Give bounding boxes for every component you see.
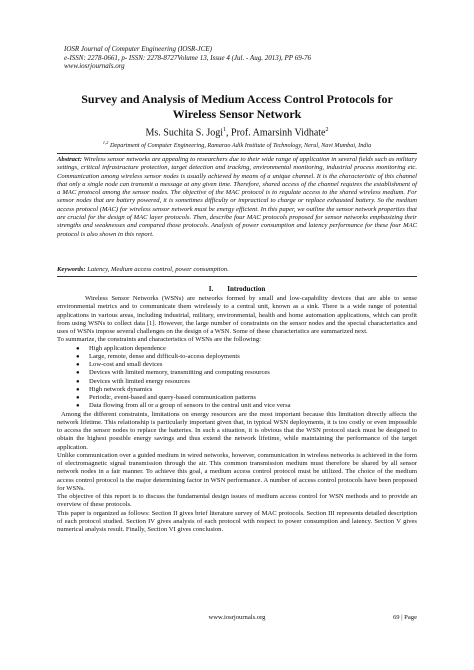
intro-paragraph-5: The objective of this report is to discuss the fundamental design issues of medium access control for WSN methods and to provide an overview of these protocols. [57, 493, 417, 509]
affiliation-text: Department of Computer Engineering, Ramarao Adik Institute of Technology, Nerul, Navi Mumbai, India [108, 142, 372, 150]
intro-paragraph-6: This paper is organized as follows: Section II gives brief literature survey of MAC protocols. Section III represents detailed description of each protocol studied. Section IV gives analysis of each protocol with respect to power consumption and latency. Section V gives numerical analysis result. Finally, Section VI gives conclusion. [57, 509, 417, 533]
affiliation-marker: 1,2 [102, 140, 109, 145]
page-number: 69 | Page [392, 614, 417, 621]
abstract-bottom-rule [57, 276, 417, 277]
footer-url[interactable]: www.iosrjournals.org [208, 614, 266, 621]
section-body [57, 295, 417, 534]
journal-name: IOSR Journal of Computer Engineering (IOSR-JCE) [64, 45, 212, 53]
abstract-top-rule [57, 153, 417, 154]
journal-issn: e-ISSN: 2278-0661, p- ISSN: 2278-8727Volume 13, Issue 4 (Jul. - Aug. 2013), PP 69-76 [64, 53, 312, 62]
list-item [57, 345, 417, 353]
affiliation [40, 139, 434, 150]
paper-title-line-2: Wireless Sensor Network [172, 107, 302, 121]
list-item-text: Periodic, event-based and query-based communication patterns [89, 394, 256, 401]
author-separator: , Prof. Amarsinh Vidhate [226, 127, 326, 139]
author-1: Ms. Suchita S. Jogi [145, 127, 224, 139]
intro-paragraph-4: Unlike communication over a guided medium in wired networks, however, communication in wireless networks is achieved in the form of electromagnetic signal transmission through the air. This common transmission medium must therefore be shared by all sensor network nodes in a fair manner. To achieve this goal, a medium access control protocol must be utilized. The choice of the medium access control protocol is the major determining factor in WSN performance. A number of access control protocols have been proposed for WSNs. [57, 451, 417, 492]
list-item-text: Devices with limited energy resources [89, 377, 190, 385]
list-item-text: Large, remote, dense and difficult-to-access deployments [89, 352, 240, 360]
author-1-marker: 1 [223, 127, 227, 133]
list-item [57, 378, 417, 386]
list-item-text: Devices with limited memory, transmitting and computing resources [89, 369, 270, 377]
list-item [57, 369, 417, 377]
list-item-text: High network dynamics [89, 385, 153, 393]
list-item-text: High application dependence [89, 344, 166, 352]
list-item [57, 394, 417, 402]
list-item [57, 402, 417, 410]
bullet-icon: ● [76, 386, 80, 393]
bullet-icon: ● [76, 345, 80, 352]
intro-paragraph-3: Among the different constraints, limitations on energy resources are the most important because this limitation directly affects the network lifetime. This relationship is particularly important given that, in typical WSN deployments, it is too costly or even impossible to access the sensor nodes to replace the batteries. In such a situation, it is obvious that the WSN protocol stack must be designed to obtain the highest possible energy savings and thus extend the network lifetime, while maintaining the performance of the target application. [57, 410, 417, 451]
section-heading: I. Introduction [208, 285, 266, 293]
abstract [57, 156, 417, 239]
abstract-text: Wireless sensor networks are appealing to researchers due to their wide range of application in several fields such as military settings, critical infrastructure protection, target detection and tracking, environmental monitoring, industrial process monitoring etc. Communication among wireless sensor nodes is usually achieved by means of a unique channel. It is the characteristic of this channel that only a single node can transmit a message at any given time. Therefore, shared access of the channel requires the establishment of a MAC protocol among the sensor nodes. The objective of the MAC protocol is to regulate access to the shared wireless medium. For sensor nodes that are battery powered, it is sometimes difficulty or impractical to charge or replace exhausted battery. So the medium access protocol (MAC) for wireless sensor network must be energy efficient. In this paper, we outline the sensor network properties that are crucial for the design of MAC layer protocols. Then, describe four MAC protocols proposed for sensor networks emphasizing their strengths and weaknesses and compared those protocols. Analysis of power consumption and latency performance for these four MAC protocol is also shown in this report. [57, 156, 417, 238]
journal-header [64, 45, 424, 71]
journal-site: www.iosrjournals.org [64, 62, 125, 71]
paper-title-line-1: Survey and Analysis of Medium Access Control Protocols for [81, 92, 393, 106]
author-2-marker: 2 [325, 127, 329, 133]
list-item-text: Data flowing from all or a group of sensors to the central unit and vice versa [89, 402, 291, 410]
keywords-label: Keywords: [57, 266, 86, 273]
paper-title [30, 92, 444, 122]
page-footer [57, 612, 417, 622]
intro-paragraph-1: Wireless Sensor Networks (WSNs) are networks formed by small and low-capability devices that are able to sense environmental metrics and to communicate them wirelessly to a central unit, known as a sink. There is a wide range of potential applications in various areas, including industrial, military, environmental, health and home automation applications, which can profit from using WSNs to collect data [1]. However, the large number of constraints on the sensor nodes and the special characteristics and uses of WSNs impose several challenges on the design of a WSN. Some of these characteristics are summarized next. [57, 295, 417, 335]
bullet-icon: ● [76, 362, 80, 368]
keywords-text: Latency, Medium access control, power consumption. [85, 266, 229, 273]
list-item [57, 386, 417, 394]
author-list [30, 124, 444, 139]
bullet-icon: ● [76, 378, 80, 385]
constraints-list [57, 345, 417, 411]
list-item-text: Low-cost and small devices [89, 361, 163, 368]
keywords [57, 266, 417, 274]
bullet-icon: ● [76, 370, 80, 377]
bullet-icon: ● [76, 403, 80, 410]
bullet-icon: ● [76, 353, 80, 360]
bullet-icon: ● [76, 395, 80, 401]
list-item [57, 361, 417, 369]
list-item [57, 353, 417, 361]
intro-paragraph-2: To summarize, the constraints and characteristics of WSNs are the following: [57, 336, 261, 344]
abstract-label: Abstract: [57, 156, 82, 163]
